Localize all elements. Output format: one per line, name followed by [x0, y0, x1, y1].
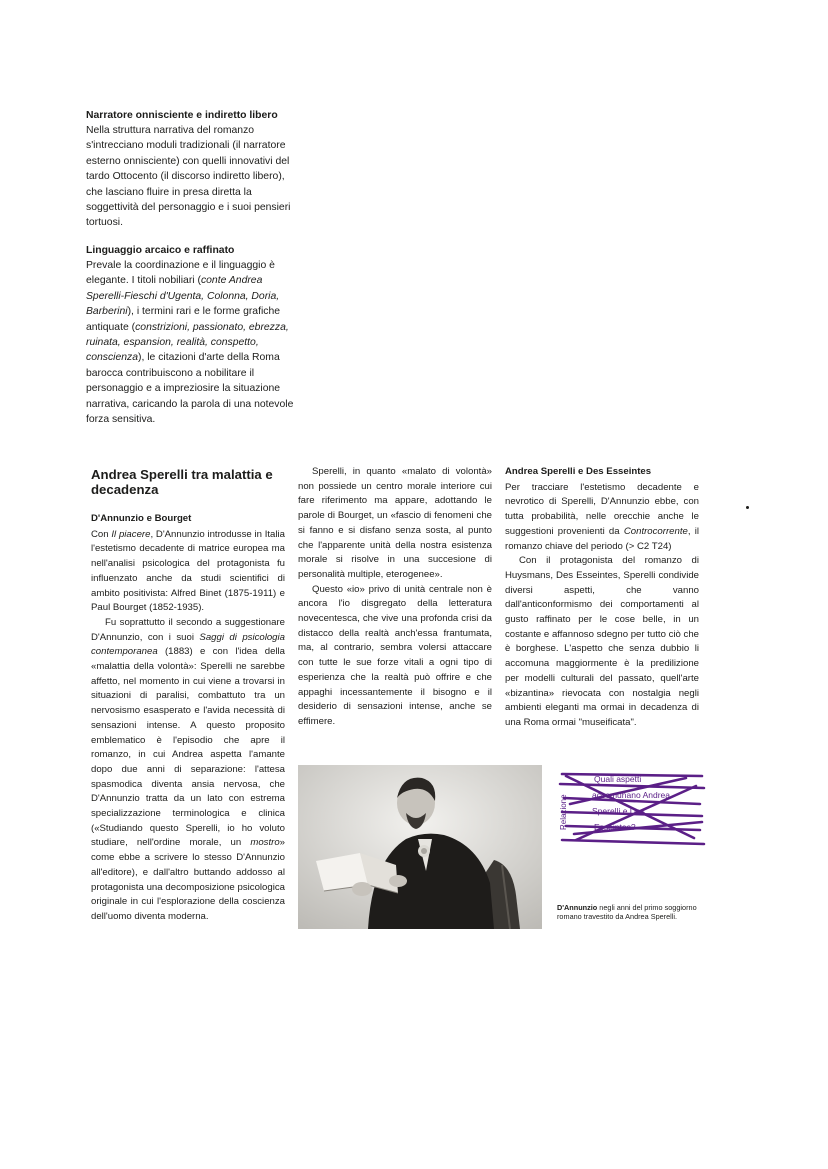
note-narratore [86, 110, 296, 231]
paragraph: Sperelli, in quanto «malato di volontà» non possiede un centro morale interiore cui fare riferimento ma appare, adottando le parole di Bourget, un «fascio di fenomeni che si fanno e si disfano senza sosta, al punto che l'apparente unità della nostra esistenza morale si risolve in una succesione di personalità multiple, eterogenee». [298, 466, 492, 580]
figure-caption: D'Annunzio negli anni del primo soggiorno romano travestito da Andrea Sperelli. [557, 903, 697, 922]
paragraph: Fu soprattutto il secondo a suggestionare D'Annunzio, con i suoi Saggi di psicologia contemporanea (1883) e con l'idea della «malattia della volontà»: Sperelli ne sarebbe affetto, nel momento in cui viene a trovarsi in situazioni di paralisi, combattuto tra un nervosismo esasperato e l'avida necessità di sensazioni intense. A questo proposito emblematico è l'episodio che apre il romanzo, in cui Andrea aspetta l'amante dopo due anni di separazione: l'attesa spasmodica diventa ansia nervosa, che D'Annunzio tratta da un lato con estrema specializzazione terminologica e clinica («Studiando questo Sperelli, io ho voluto studiare, nell'ordine morale, un mostro» come ebbe a scrivere lo stesso D'Annunzio all'editore), e dall'altro buttando addosso al protagonista una decomposizione psicologica originale in cui l'esplorazione della coscienza dell'uomo diventa moderna. [91, 616, 285, 922]
section-subtitle: Andrea Sperelli e Des Esseintes [505, 466, 652, 477]
article-title [91, 468, 281, 497]
note-linguaggio [86, 245, 296, 427]
paragraph: Con Il piacere, D'Annunzio introdusse in Italia l'estetismo decadente di matrice europea ma nell'analisi psicologica del protagonista fu influenzato anche da studi scientifici di ambito positivista: Alfred Binet (1875-1911) e Paul Bourget (1852-1935). [91, 528, 285, 614]
section-subtitle: D'Annunzio e Bourget [91, 513, 192, 524]
note-line: accomunano Andrea [592, 790, 670, 800]
note-line: Esseintes? [594, 822, 636, 832]
article-column-1 [91, 512, 285, 925]
article-column-2 [298, 465, 492, 730]
paragraph: Con il protagonista del romanzo di Huysmans, Des Esseintes, Sperelli condivide diversi aspetti, che vanno dall'anticonformismo dei comportamenti al gusto raffinato per le cose belle, in un costante e affannoso sdegno per tutto ciò che è borghese. L'aspetto che senza dubbio li accomuna maggiormente è la predilizione per modelli culturali del passato, quell'arte «bizantina» rievocata con nostalgia negli ambienti eleganti ma ormai in decadenza di una Roma ormai "museificata". [505, 555, 699, 728]
note-title: Narratore onnisciente e indiretto libero [86, 110, 278, 121]
paragraph: Per tracciare l'estetismo decadente e nevrotico di Sperelli, D'Annunzio ebbe, con tutta probabilità, nelle orecchie anche le suggestioni provenienti da Controcorrente, il romanzo chiave del periodo (> C2 T24) [505, 481, 700, 552]
margin-note-text: Relazione [559, 794, 568, 830]
article-heading: Andrea Sperelli tra malattia e decadenza [91, 467, 273, 497]
handwritten-note [556, 764, 710, 850]
portrait-image [298, 765, 542, 929]
note-line: Quali aspetti [594, 774, 642, 784]
note-title: Linguaggio arcaico e raffinato [86, 245, 235, 256]
article-column-3 [505, 465, 699, 731]
note-text: Nella struttura narrativa del romanzo s'intrecciano moduli tradizionali (il narratore esterno onnisciente) con quelli innovativi del tardo Ottocento (il discorso indiretto libero), che lasciano fluire in presa diretta la soggettività del personaggio e i suoi pensieri tortuosi. [86, 125, 291, 229]
note-text: Prevale la coordinazione e il linguaggio è elegante. I titoli nobiliari (conte Andrea Sperelli-Fieschi d'Ugenta, Colonna, Doria, Barberini), i termini rari e le forme grafiche antiquate (constrizioni, passionato, ebrezza, ruinata, espansion, realità, conspetto, conscienza), le citazioni d'arte della Roma barocca contribuiscono a nobilitare il personaggio e a impreziosire la situazione narrativa, caricando la parola di una notevole forza sensitiva. [86, 260, 294, 426]
stray-dot [746, 506, 749, 509]
paragraph: Questo «io» privo di unità centrale non è ancora l'io disgregato della letteratura novecentesca, che vive una profonda crisi da distacco della realtà anch'essa frantumata, ma, al contrario, sembra volersi attaccare con tutte le sue forze vitali a ogni tipo di esperienza che la realtà può offrire e che appaghi incessantemente il bisogno e il desiderio di sensazioni intense, anche se effimere. [298, 583, 492, 727]
dannunzio-photo [298, 765, 542, 929]
note-line: Sperelli e Des [592, 806, 645, 816]
scribble-drawing [556, 764, 710, 850]
